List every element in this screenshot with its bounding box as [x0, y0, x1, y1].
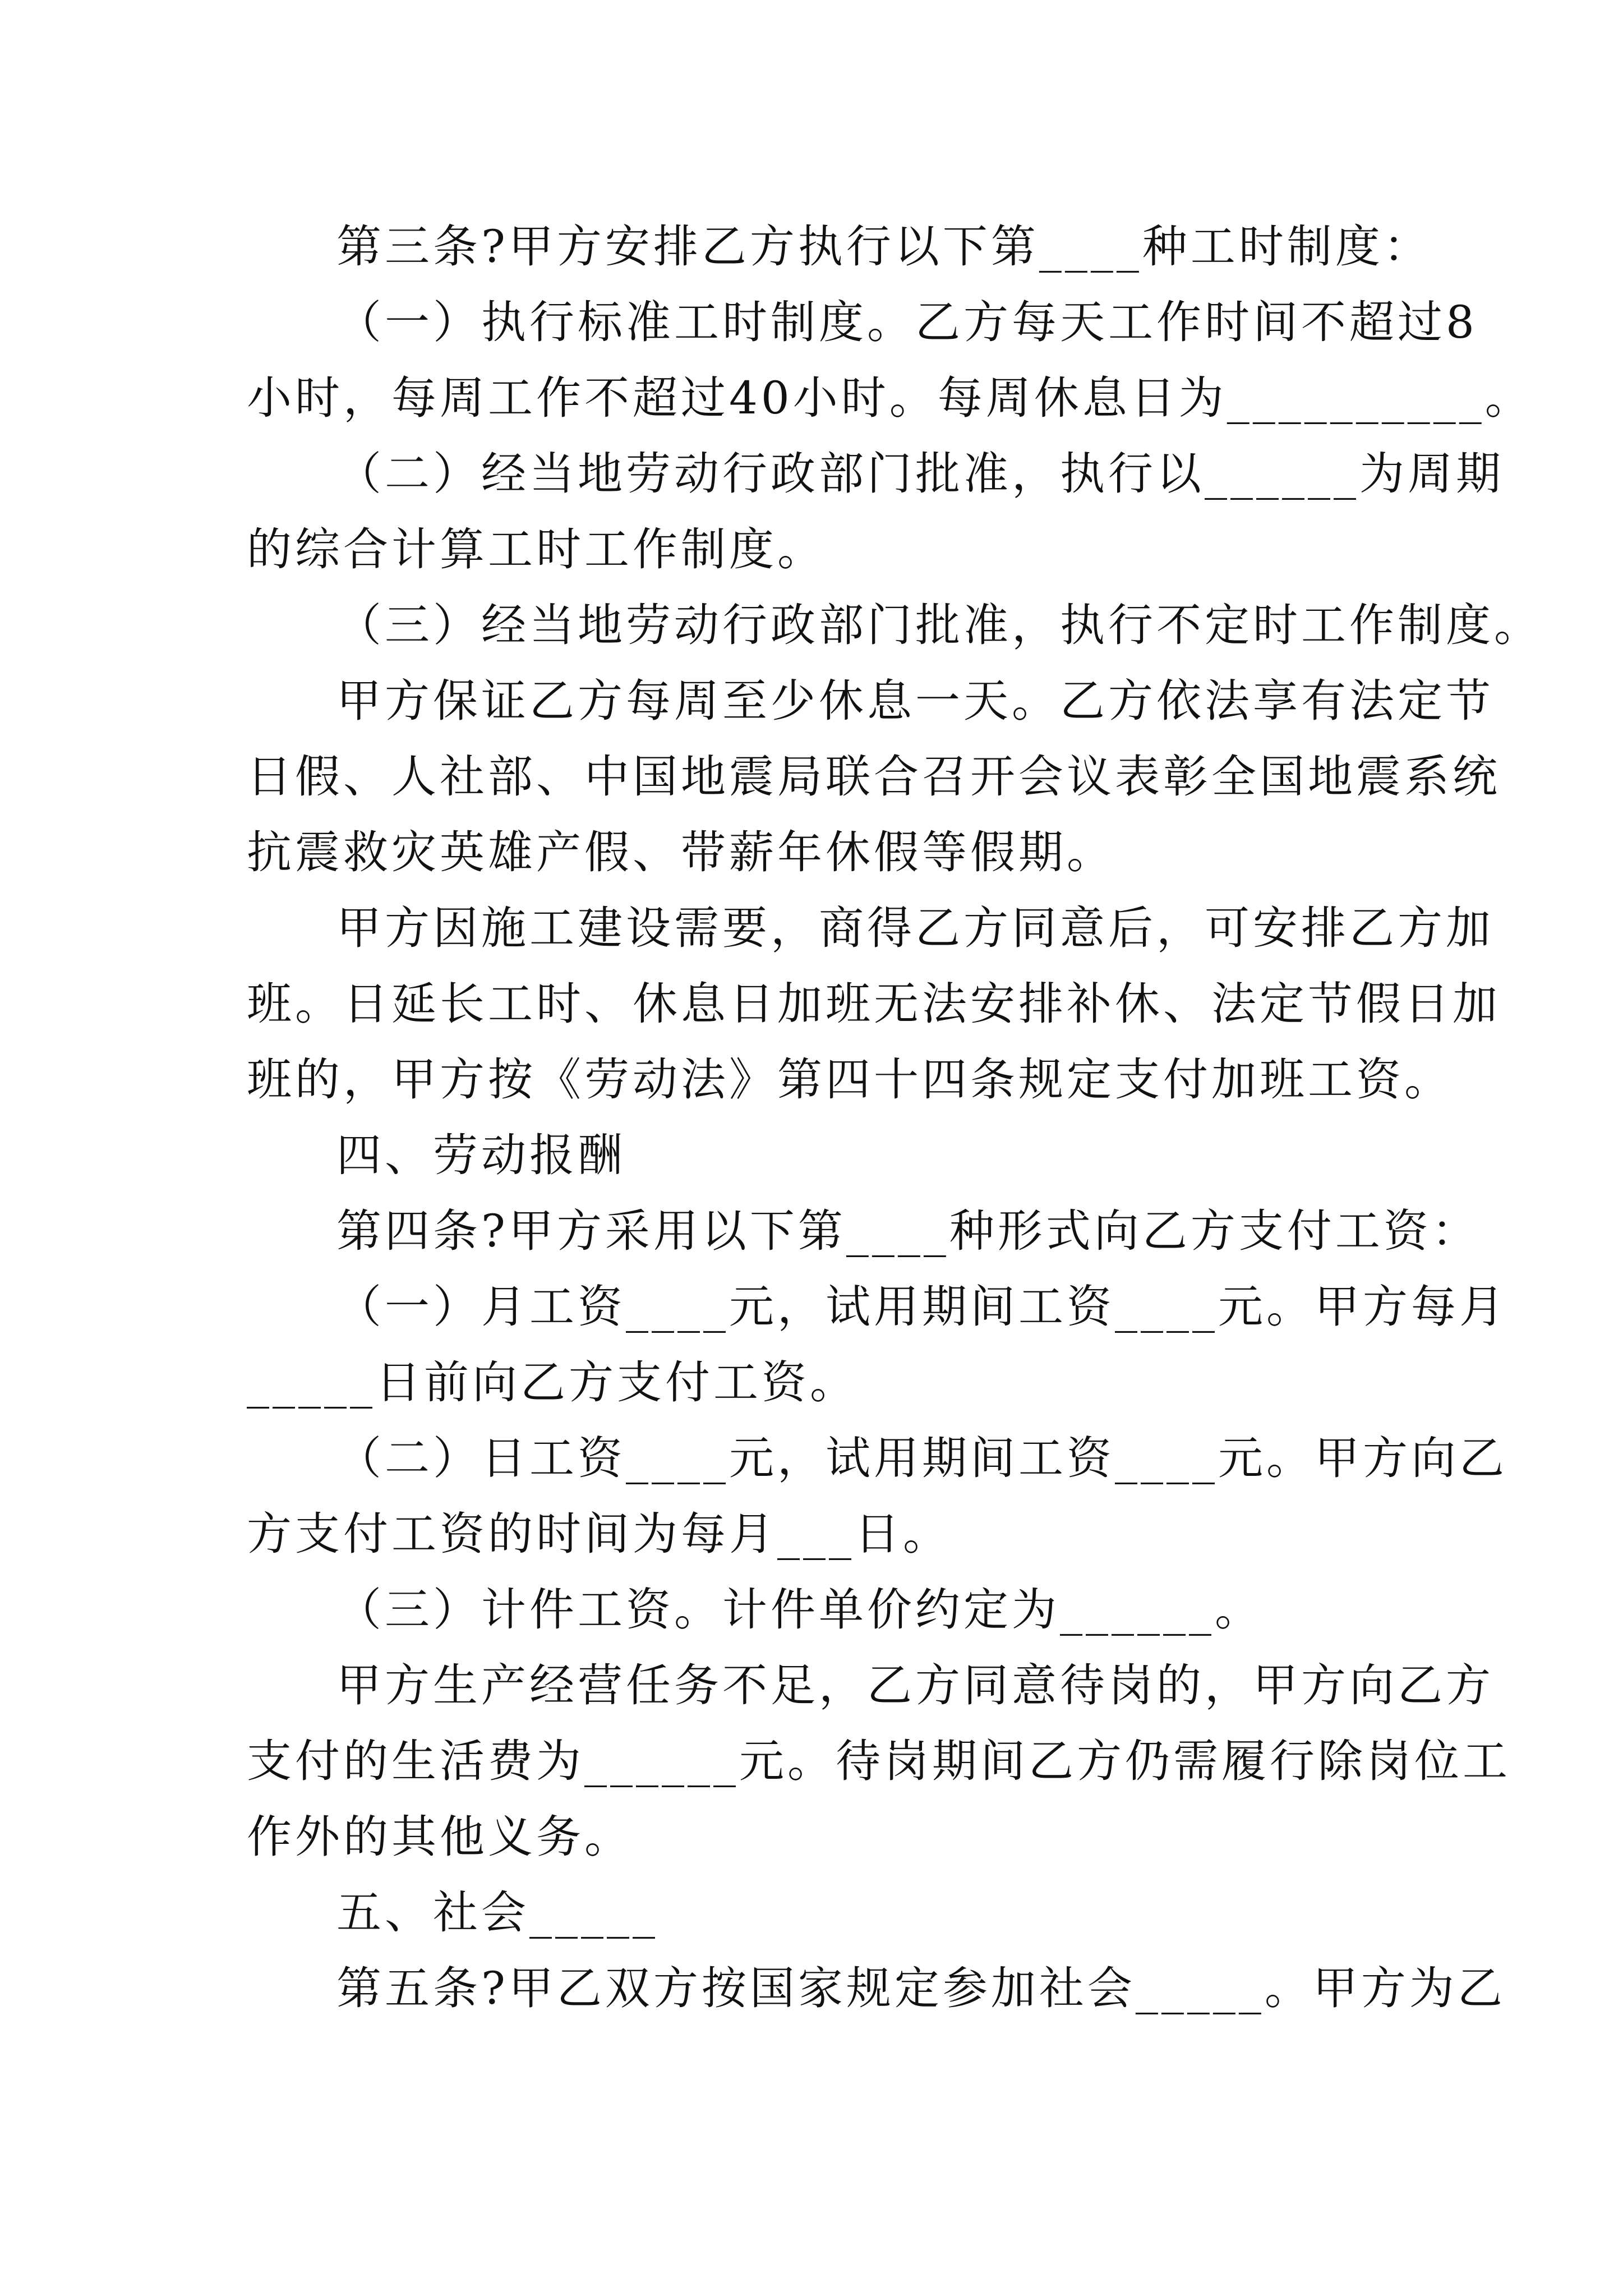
paragraph-line: （二）经当地劳动行政部门批准，执行以______为周期 [336, 448, 1504, 500]
paragraph-line: 甲方因施工建设需要，商得乙方同意后，可安排乙方加 [336, 902, 1494, 954]
paragraph-line: （三）经当地劳动行政部门批准，执行不定时工作制度。 [336, 599, 1542, 651]
paragraph-line: （三）计件工资。计件单价约定为______。 [336, 1584, 1263, 1636]
paragraph-line: 抗震救灾英雄产假、带薪年休假等假期。 [247, 826, 1115, 878]
paragraph-line: 作外的其他义务。 [247, 1811, 633, 1863]
paragraph-line: 甲方保证乙方每周至少休息一天。乙方依法享有法定节 [336, 675, 1494, 727]
paragraph-line: 甲方生产经营任务不足，乙方同意待岗的，甲方向乙方 [336, 1659, 1494, 1711]
section-heading: 四、劳动报酬 [336, 1129, 626, 1181]
paragraph-line: 方支付工资的时间为每月___日。 [247, 1508, 951, 1560]
paragraph-line: 班的，甲方按《劳动法》第四十四条规定支付加班工资。 [247, 1053, 1453, 1106]
paragraph-line: 日假、人社部、中国地震局联合召开会议表彰全国地震系统 [247, 751, 1501, 803]
paragraph-line: 支付的生活费为______元。待岗期间乙方仍需履行除岗位工 [247, 1735, 1511, 1787]
paragraph-line: 小时，每周工作不超过40小时。每周休息日为__________。 [247, 372, 1533, 424]
paragraph-line: （一）执行标准工时制度。乙方每天工作时间不超过8 [336, 296, 1478, 348]
paragraph-line: 第五条?甲乙双方按国家规定参加社会_____。甲方为乙 [336, 1962, 1506, 2014]
paragraph-line: 班。日延长工时、休息日加班无法安排补休、法定节假日加 [247, 978, 1501, 1030]
paragraph-line: （一）月工资____元，试用期间工资____元。甲方每月 [336, 1281, 1507, 1333]
paragraph-line: 的综合计算工时工作制度。 [247, 523, 826, 576]
paragraph-line: （二）日工资____元，试用期间工资____元。甲方向乙 [336, 1432, 1507, 1484]
paragraph-line: _____日前向乙方支付工资。 [247, 1356, 858, 1409]
paragraph-line: 第四条?甲方采用以下第____种形式向乙方支付工资： [336, 1205, 1480, 1257]
paragraph-line: 第三条?甲方安排乙方执行以下第____种工时制度： [336, 220, 1432, 273]
section-heading: 五、社会_____ [336, 1887, 658, 1939]
